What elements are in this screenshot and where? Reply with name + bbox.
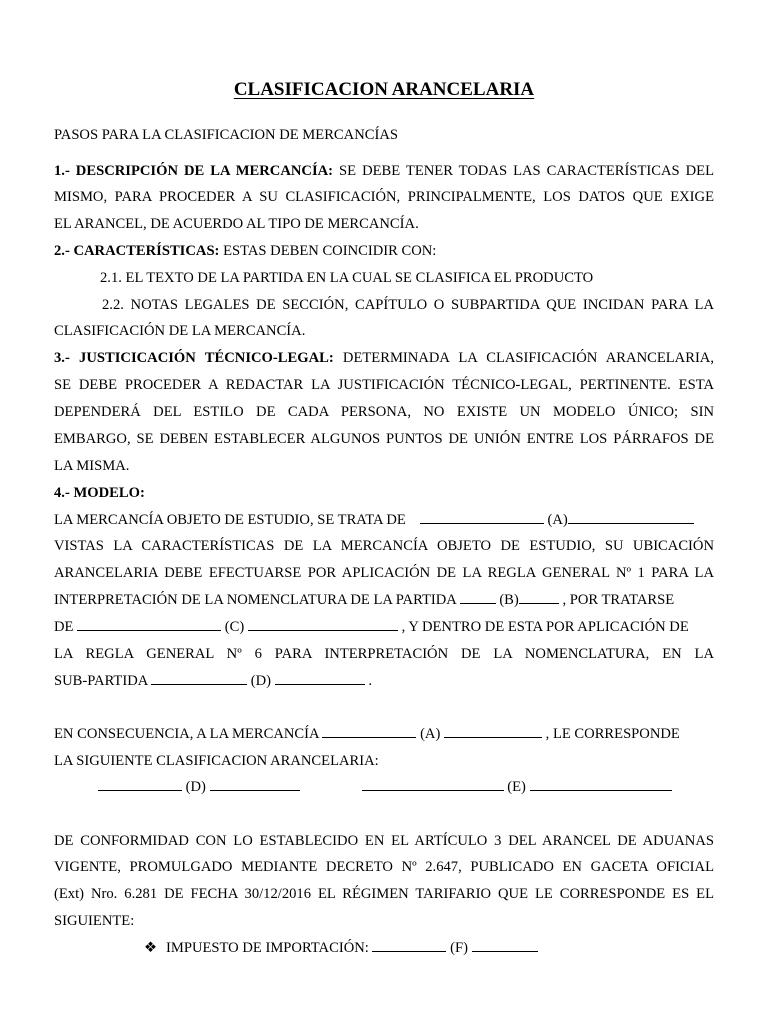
blank-field [77, 617, 221, 631]
consequence-line2: LA SIGUIENTE CLASIFICACION ARANCELARIA: [54, 753, 379, 769]
model-line3: ARANCELARIA DEBE EFECTUARSE POR APLICACIÓN DE LA REGLA GENERAL Nº 1 PARA LA [54, 565, 714, 581]
step1-label: 1.- DESCRIPCIÓN DE LA MERCANCÍA: [54, 163, 334, 179]
conformity-line3: (Ext) Nro. 6.281 DE FECHA 30/12/2016 EL RÉGIMEN TARIFARIO QUE LE CORRESPONDE ES EL [54, 886, 714, 902]
step3-line1: 3.- JUSTICICACIÓN TÉCNICO-LEGAL: DETERMINADA LA CLASIFICACIÓN ARANCELARIA, [54, 350, 714, 366]
conformity-line1: DE CONFORMIDAD CON LO ESTABLECIDO EN EL ARTÍCULO 3 DEL ARANCEL DE ADUANAS [54, 833, 714, 849]
model-line6: LA REGLA GENERAL Nº 6 PARA INTERPRETACIÓN DE LA NOMENCLATURA, EN LA [54, 646, 714, 662]
blank-field [420, 510, 544, 524]
blank-field [210, 777, 300, 791]
blank-field [372, 938, 446, 952]
step1-line2: MISMO, PARA PROCEDER A SU CLASIFICACIÓN, PRINCIPALMENTE, LOS DATOS QUE EXIGE [54, 189, 714, 205]
document-title: CLASIFICACION ARANCELARIA [233, 79, 535, 100]
model-line5: DE (C) , Y DENTRO DE ESTA POR APLICACIÓN DE [54, 619, 689, 635]
step4-label: 4.- MODELO: [54, 485, 145, 501]
step3-line2: SE DEBE PROCEDER A REDACTAR LA JUSTIFICACIÓN TÉCNICO-LEGAL, PERTINENTE. ESTA [54, 377, 714, 393]
conformity-line4: SIGUIENTE: [54, 913, 135, 929]
intro-line: PASOS PARA LA CLASIFICACION DE MERCANCÍAS [54, 127, 398, 143]
blank-field [248, 617, 398, 631]
step2-sub2-cont: CLASIFICACIÓN DE LA MERCANCÍA. [54, 323, 306, 339]
step3-label: 3.- JUSTICICACIÓN TÉCNICO-LEGAL: [54, 350, 334, 366]
model-line1: LA MERCANCÍA OBJETO DE ESTUDIO, SE TRATA DE (A) [54, 510, 714, 530]
consequence-line1: EN CONSECUENCIA, A LA MERCANCÍA (A) , LE CORRESPONDE [54, 726, 680, 742]
import-tax-item: ❖ IMPUESTO DE IMPORTACIÓN: (F) [144, 938, 714, 958]
blank-field [362, 777, 504, 791]
conformity-line2: VIGENTE, PROMULGADO MEDIANTE DECRETO Nº 2.647, PUBLICADO EN GACETA OFICIAL [54, 859, 714, 875]
step2-sub1: 2.1. EL TEXTO DE LA PARTIDA EN LA CUAL SE CLASIFICA EL PRODUCTO [100, 270, 594, 286]
blank-field [568, 510, 694, 524]
step2-line1: 2.- CARACTERÍSTICAS: ESTAS DEBEN COINCIDIR CON: [54, 243, 437, 259]
blank-field [472, 938, 538, 952]
model-line2: VISTAS LA CARACTERÍSTICAS DE LA MERCANCÍA OBJETO DE ESTUDIO, SU UBICACIÓN [54, 538, 714, 554]
step3-line3: DEPENDERÁ DEL ESTILO DE CADA PERSONA, NO EXISTE UN MODELO ÚNICO; SIN [54, 404, 714, 420]
step2-label: 2.- CARACTERÍSTICAS: [54, 243, 220, 259]
blank-field [530, 777, 672, 791]
blank-field [275, 671, 365, 685]
model-line4: INTERPRETACIÓN DE LA NOMENCLATURA DE LA PARTIDA (B) , POR TRATARSE [54, 592, 675, 608]
model-line7: SUB-PARTIDA (D) . [54, 673, 373, 689]
blank-field [444, 724, 542, 738]
blank-field [151, 671, 247, 685]
diamond-bullet-icon: ❖ [144, 940, 158, 956]
classification-line: (D) (E) [98, 777, 758, 797]
step1-line1: 1.- DESCRIPCIÓN DE LA MERCANCÍA: SE DEBE TENER TODAS LAS CARACTERÍSTICAS DEL [54, 163, 715, 179]
step3-line5: LA MISMA. [54, 458, 130, 474]
blank-field [460, 590, 496, 604]
blank-field [322, 724, 416, 738]
step2-sub2: 2.2. NOTAS LEGALES DE SECCIÓN, CAPÍTULO O SUBPARTIDA QUE INCIDAN PARA LA [102, 297, 714, 313]
step3-line4: EMBARGO, SE DEBEN ESTABLECER ALGUNOS PUNTOS DE UNIÓN ENTRE LOS PÁRRAFOS DE [54, 431, 714, 447]
blank-field [519, 590, 559, 604]
step1-line3: EL ARANCEL, DE ACUERDO AL TIPO DE MERCANCÍA. [54, 216, 419, 232]
blank-field [98, 777, 182, 791]
